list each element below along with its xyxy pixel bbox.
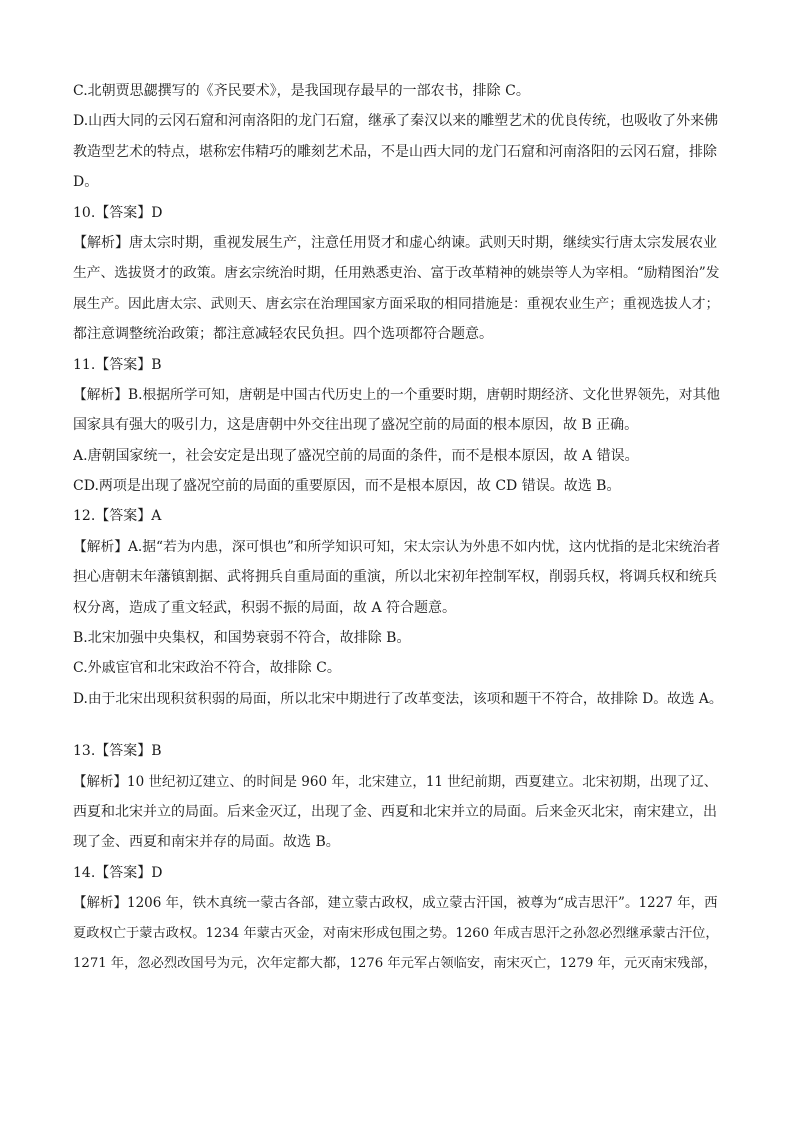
text-line: D.山西大同的云冈石窟和河南洛阳的龙门石窟，继承了秦汉以来的雕塑艺术的优良传统，也吸收了外来佛 — [73, 113, 719, 130]
text-line: 展生产。因此唐太宗、武则天、唐玄宗在治理国家方面采取的相同措施是：重视农业生产；重视选拔人才； — [73, 295, 720, 312]
text-line: B.北宋加强中央集权，和国势衰弱不符合，故排除 B。 — [73, 630, 411, 647]
text-line: C.外戚宦官和北宋政治不符合，故排除 C。 — [73, 660, 341, 677]
answer-heading-11: 11.【答案】B — [73, 356, 162, 373]
text-line: D。 — [73, 174, 99, 191]
text-line: 1271 年，忽必烈改国号为元，次年定都大都，1276 年元军占领临安，南宋灭亡，1279 年，元灭南宋残部， — [73, 955, 717, 971]
paragraph-gap — [73, 714, 723, 736]
text-line: 西夏和北宋并立的局面。后来金灭辽，出现了金、西夏和北宋并立的局面。后来金灭北宋，南宋建立，出 — [73, 803, 717, 820]
text-line: 国家具有强大的吸引力，这是唐朝中外交往出现了盛况空前的局面的根本原因，故 B 正确。 — [73, 417, 639, 434]
text-line: 教造型艺术的特点，堪称宏伟精巧的雕刻艺术品，不是山西大同的龙门石窟和河南洛阳的云冈石窟，排除 — [73, 143, 717, 160]
text-line: 【解析】唐太宗时期，重视发展生产，注意任用贤才和虚心纳谏。武则天时期，继续实行唐太宗发展农业 — [73, 234, 717, 251]
text-line: 【解析】B.根据所学可知，唐朝是中国古代历史上的一个重要时期，唐朝时期经济、文化世界领先，对其他 — [73, 386, 720, 403]
text-line: A.唐朝国家统一，社会安定是出现了盛况空前的局面的条件，而不是根本原因，故 A 错误。 — [73, 447, 639, 464]
text-line: CD.两项是出现了盛况空前的局面的重要原因，而不是根本原因，故 CD 错误。故选 B。 — [73, 478, 621, 495]
text-line: 担心唐朝末年藩镇割据、武将拥兵自重局面的重演，所以北宋初年控制军权，削弱兵权，将调兵权和统兵 — [73, 569, 717, 586]
text-line: 【解析】10 世纪初辽建立、的时间是 960 年，北宋建立，11 世纪前期，西夏建立。北宋初期，出现了辽、 — [73, 773, 718, 790]
text-line: 生产、选拔贤才的政策。唐玄宗统治时期，任用熟悉吏治、富于改革精神的姚崇等人为宰相。“励精图治”发 — [73, 265, 720, 282]
text-line: 夏政权亡于蒙古政权。1234 年蒙古灭金，对南宋形成包围之势。1260 年成吉思汗之孙忽必烈继承蒙古汗位， — [73, 925, 719, 941]
answer-heading-10: 10.【答案】D — [73, 204, 163, 221]
text-line: 现了金、西夏和南宋并存的局面。故选 B。 — [73, 834, 340, 851]
answer-heading-12: 12.【答案】A — [73, 508, 162, 525]
text-line: 【解析】A.据“若为内患，深可惧也”和所学知识可知，宋太宗认为外患不如内忧，这内忧指的是北宋统治者 — [73, 538, 721, 555]
answer-heading-13: 13.【答案】B — [73, 743, 162, 760]
answer-explanations — [73, 76, 723, 979]
text-line: D.由于北宋出现积贫积弱的局面，所以北宋中期进行了改革变法，该项和题干不符合，故排除 D。故选 A。 — [73, 690, 723, 707]
text-line: 都注意调整统治政策；都注意减轻农民负担。四个选项都符合题意。 — [73, 326, 493, 343]
text-line: 【解析】1206 年，铁木真统一蒙古各部，建立蒙古政权，成立蒙古汗国，被尊为“成吉思汗”。1227 年，西 — [73, 895, 718, 912]
text-line: 权分离，造成了重文轻武，积弱不振的局面，故 A 符合题意。 — [73, 599, 457, 616]
answer-heading-14: 14.【答案】D — [73, 864, 163, 881]
text-line: C.北朝贾思勰撰写的《齐民要术》，是我国现存最早的一部农书，排除 C。 — [73, 83, 530, 99]
